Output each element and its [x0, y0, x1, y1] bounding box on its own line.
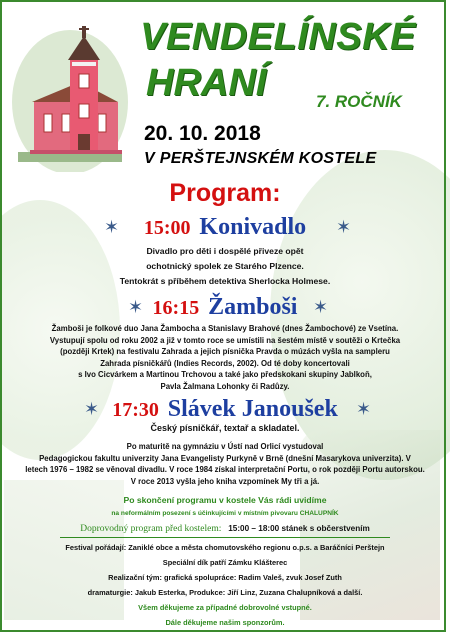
footer-line: Realizační tým: grafická spolupráce: Radim Valeš, zvuk Josef Zuth [108, 573, 342, 582]
program-heading: Program: [169, 179, 281, 207]
footer-thanks-line: Dále děkujeme našim sponzorům. [165, 618, 285, 627]
act-2-description-line: s Ivo Cicvárkem a Martinou Trchovou a také jako předskokani skupiny Jablkoň, [78, 370, 372, 379]
act-3-time: 17:30 [112, 399, 159, 421]
act-2-description-line: Vystupují spolu od roku 2002 a již v tomto roce se umístili na šestém místě v soutěži o Krtečka [49, 335, 401, 345]
act-2-description-line: Pavla Žalmana Lohonky či Radůzy. [160, 381, 290, 391]
star-icon: ✶ [84, 399, 100, 419]
side-program-text: 15:00 – 18:00 stánek s občerstvením [228, 524, 370, 533]
act-1-description-line: Divadlo pro děti i dospělé přiveze opět [146, 246, 304, 256]
act-1-description-line: Tentokrát s příběhem detektiva Sherlocka Holmese. [119, 276, 331, 286]
footer-line: dramaturgie: Jakub Esterka, Produkce: Jiří Linz, Zuzana Chalupníková a další. [87, 588, 363, 597]
star-icon: ✶ [356, 399, 372, 419]
act-1-time: 15:00 [143, 217, 191, 239]
star-icon: ✶ [313, 297, 329, 317]
footer-line: Speciální dík patří Zámku Klášterec [162, 558, 288, 567]
act-3-description-line: Pedagogickou fakultu univerzity Jana Evangelisty Purkyně v Brně (dnešní Masarykova univerzita). V [39, 453, 411, 463]
act-2-name: Žamboši [208, 294, 298, 320]
act-1-name: Konivadlo [199, 214, 307, 240]
footer-line: Festival pořádají: Zaniklé obce a města chomutovského regionu o.p.s. a Baráčníci Perštejn [65, 543, 385, 552]
after-program-main: Po skončení programu v kostele Vás rádi uvidíme [123, 495, 327, 505]
event-date: 20. 10. 2018 [144, 122, 261, 145]
event-venue: V PERŠTEJNSKÉM KOSTELE [144, 150, 377, 167]
edition-label: 7. ROČNÍK [316, 92, 402, 111]
festival-title-line1: VENDELÍNSKÉ [140, 16, 416, 58]
star-icon: ✶ [104, 217, 120, 237]
side-program-label: Doprovodný program před kostelem: [80, 524, 222, 534]
act-2-description-line: Zahrada písničkářů (Indies Records, 2002). Od té doby koncertovali [100, 358, 350, 368]
act-2-description-line: Žamboši je folkové duo Jana Žambocha a Stanislavy Brahové (dnes Žambochové) ze Vsetína. [51, 324, 399, 333]
act-3-subtitle: Český písničkář, textař a skladatel. [150, 423, 300, 433]
act-3-name: Slávek Janoušek [167, 396, 338, 422]
act-3-description-line: V roce 2013 vyšla jeho kniha vzpomínek My tři a já. [130, 476, 320, 486]
act-1-description-line: ochotnický spolek ze Starého Plzence. [146, 261, 304, 271]
act-2-time: 16:15 [152, 297, 200, 319]
act-2-description-line: (později Krtek) na festivalu Zahrada a jejich písnička Pravda o múzách vyšla na sampleru [60, 347, 390, 356]
star-icon: ✶ [128, 297, 144, 317]
act-3-description-line: letech 1976 – 1982 se věnoval divadlu. V roce 1984 získal interpretační Portu, o rok později Portu autorskou. [25, 465, 425, 474]
star-icon: ✶ [336, 217, 352, 237]
festival-title-line2: HRANÍ [146, 62, 267, 104]
footer-thanks-line: Všem děkujeme za případné dobrovolné vstupné. [138, 603, 312, 612]
after-program-small: na neformálním posezení s účinkujícími v místním pivovaru CHALUPNÍK [111, 510, 339, 517]
act-3-description-line: Po maturitě na gymnáziu v Ústí nad Orlicí vystudoval [126, 442, 324, 451]
